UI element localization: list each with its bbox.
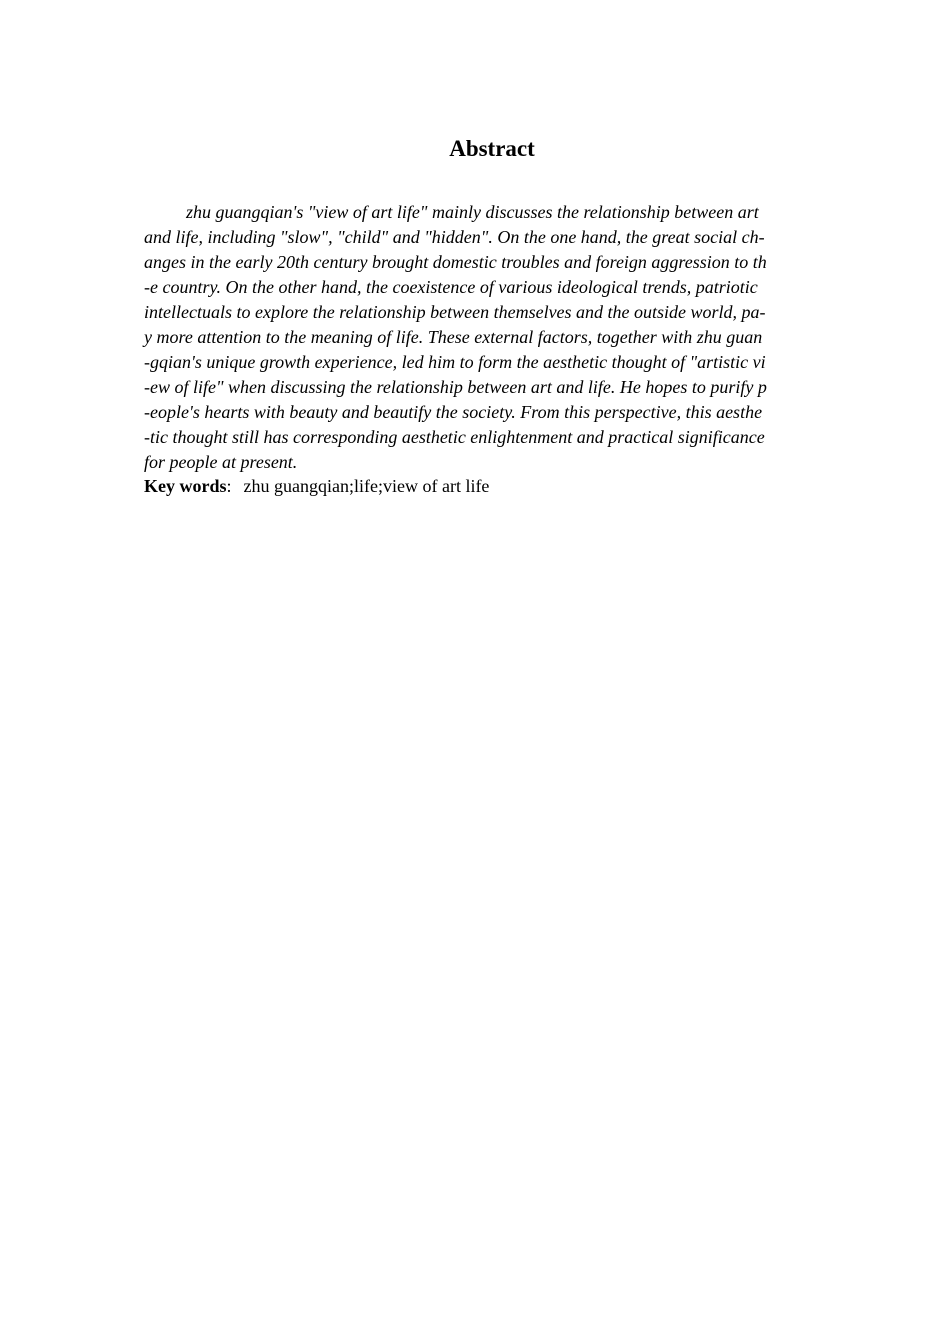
abstract-line: zhu guangqian's "view of art life" mainly discusses the relationship between art <box>186 202 759 222</box>
keywords-separator: : <box>226 476 232 496</box>
abstract-line: -ew of life" when discussing the relationship between art and life. He hopes to purify p <box>144 377 767 397</box>
abstract-line: -e country. On the other hand, the coexistence of various ideological trends, patriotic <box>144 277 758 297</box>
abstract-line: -tic thought still has corresponding aesthetic enlightenment and practical significance <box>144 427 765 447</box>
abstract-line: intellectuals to explore the relationship between themselves and the outside world, pa- <box>144 302 766 322</box>
abstract-title: Abstract <box>449 136 535 161</box>
abstract-line: anges in the early 20th century brought domestic troubles and foreign aggression to th <box>144 252 767 272</box>
keywords-value: zhu guangqian;life;view of art life <box>243 476 490 496</box>
abstract-line: -gqian's unique growth experience, led him to form the aesthetic thought of "artistic vi <box>144 352 766 372</box>
abstract-line: for people at present. <box>144 452 298 472</box>
keywords-line <box>144 474 489 499</box>
abstract-line: and life, including "slow", "child" and "hidden". On the one hand, the great social ch- <box>144 227 765 247</box>
abstract-line: y more attention to the meaning of life. These external factors, together with zhu guan <box>144 327 763 347</box>
abstract-line: -eople's hearts with beauty and beautify the society. From this perspective, this aesthe <box>144 402 763 422</box>
abstract-body <box>144 200 814 475</box>
keywords-label: Key words <box>144 476 227 496</box>
